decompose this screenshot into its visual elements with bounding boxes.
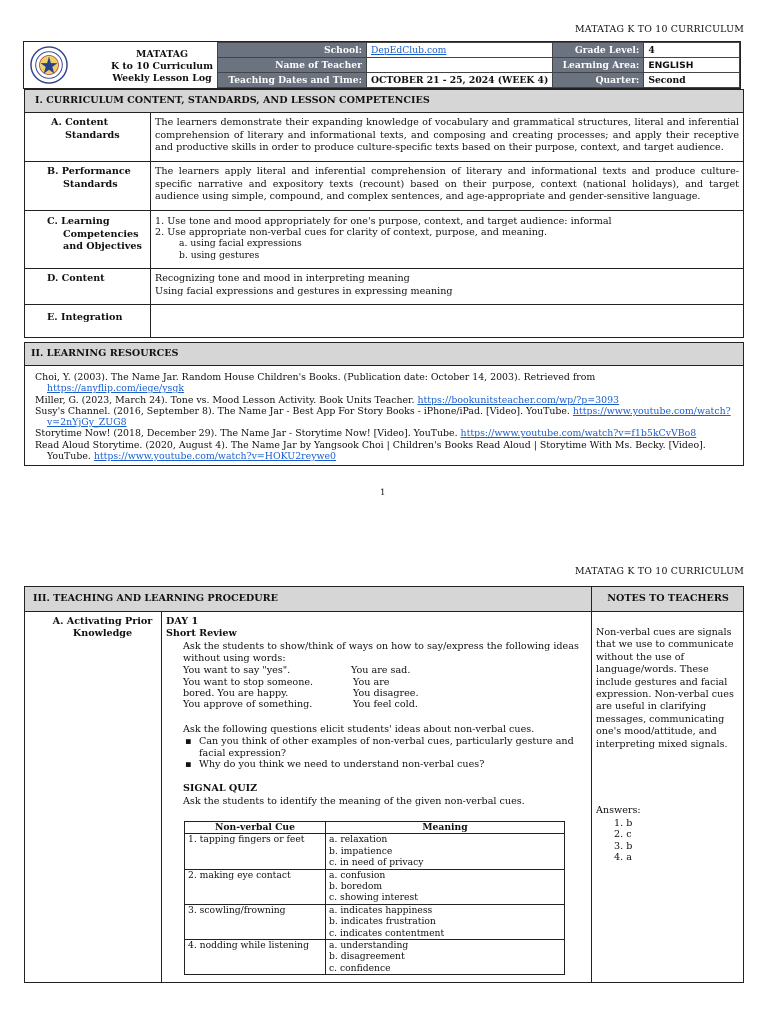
- option: b. disagreement: [329, 951, 405, 963]
- area-label: Learning Area:: [553, 58, 644, 73]
- bullet-icon: ▪: [185, 736, 192, 747]
- idea-left: bored. You are happy.: [183, 688, 289, 699]
- section-header: [25, 587, 743, 612]
- dates-label: Teaching Dates and Time:: [218, 73, 367, 88]
- cue-cell: 1. tapping fingers or feet: [185, 834, 326, 869]
- school-value[interactable]: DepEdClub.com: [367, 43, 553, 58]
- option: a. relaxation: [329, 834, 388, 846]
- reference-item: Susy's Channel. (2016, September 8). The Name Jar - Best App For Story Books - iPhone/iPad. [Video]. YouTube. https://www.youtube.com/watch?v=2nYjGy_ZUG8: [35, 405, 731, 429]
- meaning-cell: [326, 834, 565, 869]
- teacher-label: Name of Teacher: [218, 58, 367, 73]
- row-content: [25, 268, 743, 304]
- cue-cell: 2. making eye contact: [185, 869, 326, 904]
- option: b. boredom: [329, 881, 383, 893]
- title-line: MATATAG: [135, 49, 189, 60]
- answer-item: 2. c: [614, 829, 632, 841]
- row-competencies: [25, 210, 743, 268]
- column-header: Non-verbal Cue: [185, 822, 326, 834]
- day-label: DAY 1: [166, 616, 199, 627]
- resources-list: [25, 366, 743, 468]
- idea-left: You want to stop someone.: [183, 677, 314, 688]
- list-item: Recognizing tone and mood in interpreting meaning: [155, 273, 410, 284]
- table-row: [185, 834, 565, 869]
- row-performance-standards: [25, 161, 743, 210]
- row-label: D. Content: [25, 269, 151, 304]
- reference-item: Choi, Y. (2003). The Name Jar. Random House Children's Books. (Publication date: October 14, 2003). Retrieved from https://anyflip.com/iege/ysgk: [35, 372, 596, 395]
- option: a. understanding: [329, 940, 409, 952]
- reference-item: Read Aloud Storytime. (2020, August 4). The Name Jar by Yangsook Choi | Children's Books Read Aloud | Storytime With Ms. Becky. [Video]. YouTube. https://www.youtube.com/watch?v=HOKU2reywe0: [35, 439, 706, 463]
- column-divider: [591, 611, 592, 982]
- quarter-value: Second: [644, 73, 740, 88]
- option: a. indicates happiness: [329, 904, 433, 916]
- quarter-label: Quarter:: [553, 73, 644, 88]
- quiz-intro: Ask the students to identify the meaning of the given non-verbal cues.: [183, 796, 525, 807]
- row-label: A. Content Standards: [25, 113, 151, 161]
- idea-right: You are sad.: [351, 665, 411, 676]
- section-title: III. TEACHING AND LEARNING PROCEDURE: [33, 593, 278, 604]
- notes-title: NOTES TO TEACHERS: [591, 587, 744, 611]
- option: a. confusion: [329, 869, 386, 881]
- table-row: [185, 940, 565, 975]
- row-integration: [25, 304, 743, 337]
- teacher-notes: Non-verbal cues are signals that we use to communicate without the use of language/words. These include gestures and facial expression. Non-verbal cues are useful in clarifying messages, communicating one's mood/attitude, and interpreting mixed signals.: [596, 627, 734, 750]
- grade-label: Grade Level:: [553, 43, 644, 58]
- grade-value: 4: [644, 43, 740, 58]
- question-item: Why do you think we need to understand non-verbal cues?: [199, 759, 485, 770]
- reference-link[interactable]: https://www.youtube.com/watch?v=f1b5kCvVBo8: [460, 428, 697, 440]
- table-row: [185, 904, 565, 939]
- questions-intro: Ask the following questions elicit students' ideas about non-verbal cues.: [183, 724, 535, 735]
- row-label: A. Activating Prior Knowledge: [52, 616, 153, 639]
- column-header: Meaning: [326, 822, 565, 834]
- curriculum-label: MATATAG K TO 10 CURRICULUM: [574, 24, 744, 35]
- section-title: II. LEARNING RESOURCES: [25, 343, 743, 366]
- option: c. confidence: [329, 962, 391, 974]
- idea-right: You disagree.: [353, 688, 419, 699]
- bullet-icon: ▪: [185, 759, 192, 770]
- row-text: [151, 305, 743, 337]
- question-item: Can you think of other examples of non-verbal cues, particularly gesture and facial expression?: [199, 736, 574, 759]
- meaning-cell: [326, 869, 565, 904]
- option: b. indicates frustration: [329, 916, 436, 928]
- column-divider: [161, 611, 162, 982]
- answers-title: Answers:: [596, 805, 641, 816]
- dates-value: OCTOBER 21 - 25, 2024 (WEEK 4): [367, 73, 553, 88]
- answer-item: 1. b: [614, 818, 633, 829]
- reference-item: Storytime Now! (2018, December 29). The Name Jar - Storytime Now! [Video]. YouTube. https://www.youtube.com/watch?v=f1b5kCvVBo8: [35, 428, 697, 440]
- section-title: I. CURRICULUM CONTENT, STANDARDS, AND LESSON COMPETENCIES: [25, 90, 743, 113]
- row-label: B. Performance Standards: [25, 162, 151, 210]
- signal-quiz-table: [184, 821, 565, 975]
- reference-link[interactable]: https://www.youtube.com/watch?v=HOKU2reywe0: [93, 451, 337, 463]
- reference-link[interactable]: https://www.youtube.com/watch?v=2nYjGy_ZUG8: [47, 405, 731, 429]
- list-item: a. using facial expressions: [179, 238, 302, 250]
- idea-right: You are: [353, 677, 390, 688]
- section-curriculum: [24, 89, 744, 338]
- deped-seal-icon: [30, 46, 68, 84]
- row-content-standards: [25, 113, 743, 161]
- idea-right: You feel cold.: [353, 699, 418, 710]
- section-procedure: [24, 586, 744, 983]
- row-text: The learners apply literal and inferential comprehension of literary and informational texts and produce culture-specific narrative and expository texts (recount) based on their purpose, context (national holidays), and target audience using simple, compound, and complex sentences, and age-appropriate and gender-sensitive language.: [155, 166, 739, 203]
- list-item: 1. Use tone and mood appropriately for one's purpose, context, and target audience: informal: [155, 216, 612, 227]
- row-text: The learners demonstrate their expanding knowledge of vocabulary and grammatical structures, literal and inferential comprehension of literary and informational texts, and composing and creating processes; and apply their receptive and productive skills in order to produce culture-specific texts based on their purpose, context, and target audience.: [155, 117, 739, 154]
- quiz-title: SIGNAL QUIZ: [183, 783, 258, 794]
- school-label: School:: [218, 43, 367, 58]
- row-label: C. Learning Competencies and Objectives: [25, 211, 151, 268]
- meaning-cell: [326, 904, 565, 939]
- reference-item: Miller, G. (2023, March 24). Tone vs. Mood Lesson Activity. Book Units Teacher. https://bookunitsteacher.com/wp/?p=3093: [35, 394, 619, 406]
- page-number: 1: [380, 488, 386, 498]
- reference-link[interactable]: https://anyflip.com/iege/ysgk: [47, 383, 185, 395]
- area-value: ENGLISH: [644, 58, 740, 73]
- row-list: [151, 269, 743, 304]
- title-line: Weekly Lesson Log: [112, 72, 212, 84]
- review-intro: Ask the students to show/think of ways on how to say/express the following ideas without using words:: [183, 641, 579, 664]
- option: c. in need of privacy: [329, 857, 424, 869]
- table-row: [185, 869, 565, 904]
- title-line: K to 10 Curriculum: [110, 60, 214, 72]
- answer-item: 4. a: [614, 852, 632, 864]
- info-table: [217, 42, 740, 88]
- reference-link[interactable]: https://bookunitsteacher.com/wp/?p=3093: [417, 394, 619, 406]
- answers-list: [614, 818, 632, 864]
- section-resources: [24, 342, 744, 466]
- answer-item: 3. b: [614, 840, 633, 852]
- row-label: E. Integration: [25, 305, 151, 337]
- list-item: b. using gestures: [179, 249, 260, 261]
- idea-left: You approve of something.: [183, 699, 313, 710]
- cue-cell: 3. scowling/frowning: [185, 904, 326, 939]
- option: b. impatience: [329, 845, 393, 857]
- lesson-log-header: [23, 41, 741, 89]
- idea-left: You want to say "yes".: [183, 665, 291, 676]
- option: c. indicates contentment: [329, 927, 445, 939]
- list-item: Using facial expressions and gestures in expressing meaning: [155, 285, 453, 297]
- cue-cell: 4. nodding while listening: [185, 940, 326, 975]
- option: c. showing interest: [329, 892, 418, 904]
- teacher-value: [367, 58, 553, 73]
- meaning-cell: [326, 940, 565, 975]
- logo-cell: [24, 42, 214, 88]
- row-list: [151, 211, 743, 268]
- list-item: 2. Use appropriate non-verbal cues for clarity of context, purpose, and meaning.: [155, 227, 548, 239]
- short-review-label: Short Review: [166, 628, 237, 639]
- curriculum-label: MATATAG K TO 10 CURRICULUM: [574, 566, 744, 577]
